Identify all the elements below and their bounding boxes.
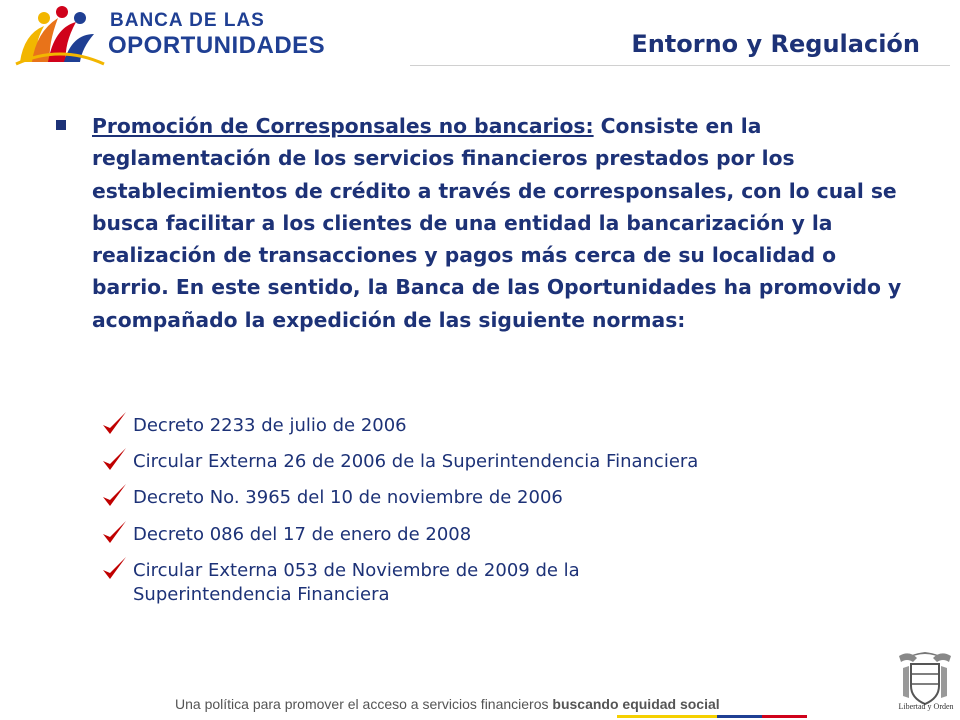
list-item bbox=[100, 482, 563, 510]
banca-oportunidades-logo bbox=[14, 4, 326, 66]
footer-emphasis: buscando equidad social bbox=[552, 696, 720, 712]
list-item bbox=[100, 555, 733, 607]
flag-bar-yellow bbox=[617, 715, 717, 718]
page-title: Entorno y Regulación bbox=[631, 30, 920, 58]
title-divider bbox=[410, 65, 950, 66]
logo-emblem-icon bbox=[14, 4, 106, 66]
footer-slogan bbox=[175, 696, 720, 712]
checkmark-icon bbox=[100, 410, 128, 438]
emblem-caption: Libertad y Orden bbox=[898, 702, 954, 711]
main-paragraph bbox=[92, 110, 902, 336]
list-item-text: Decreto 2233 de julio de 2006 bbox=[133, 415, 407, 436]
list-item-text: Circular Externa 26 de 2006 de la Superintendencia Financiera bbox=[133, 451, 699, 472]
list-item bbox=[100, 519, 471, 547]
checkmark-icon bbox=[100, 519, 128, 547]
list-item bbox=[100, 410, 407, 438]
list-item bbox=[100, 446, 698, 474]
logo-line2: OPORTUNIDADES bbox=[108, 32, 326, 59]
flag-bar-blue bbox=[717, 715, 762, 718]
footer-text: Una política para promover el acceso a servicios financieros bbox=[175, 696, 553, 712]
checkmark-icon bbox=[100, 482, 128, 510]
flag-bar-red bbox=[762, 715, 807, 718]
logo-line1: BANCA DE LAS bbox=[110, 10, 265, 31]
checkmark-icon bbox=[100, 446, 128, 474]
paragraph-text: Consiste en la reglamentación de los servicios financieros prestados por los establecimientos de crédito a través de corresponsales, con lo cual se busca facilitar a los clientes de una entidad la bancarización y la realización de transacciones y pagos más cerca de su localidad o barrio. En este sentido, la Banca de las Oportunidades ha promovido y acompañado la expedición de las siguiente normas: bbox=[92, 114, 902, 332]
square-bullet-icon bbox=[56, 120, 66, 130]
list-item-text: Decreto No. 3965 del 10 de noviembre de 2006 bbox=[133, 487, 563, 508]
checkmark-icon bbox=[100, 555, 128, 583]
list-item-text: Decreto 086 del 17 de enero de 2008 bbox=[133, 524, 472, 545]
list-item-text: Circular Externa 053 de Noviembre de 2009 de la Superintendencia Financiera bbox=[133, 560, 580, 605]
paragraph-lead: Promoción de Corresponsales no bancarios: bbox=[92, 114, 594, 138]
